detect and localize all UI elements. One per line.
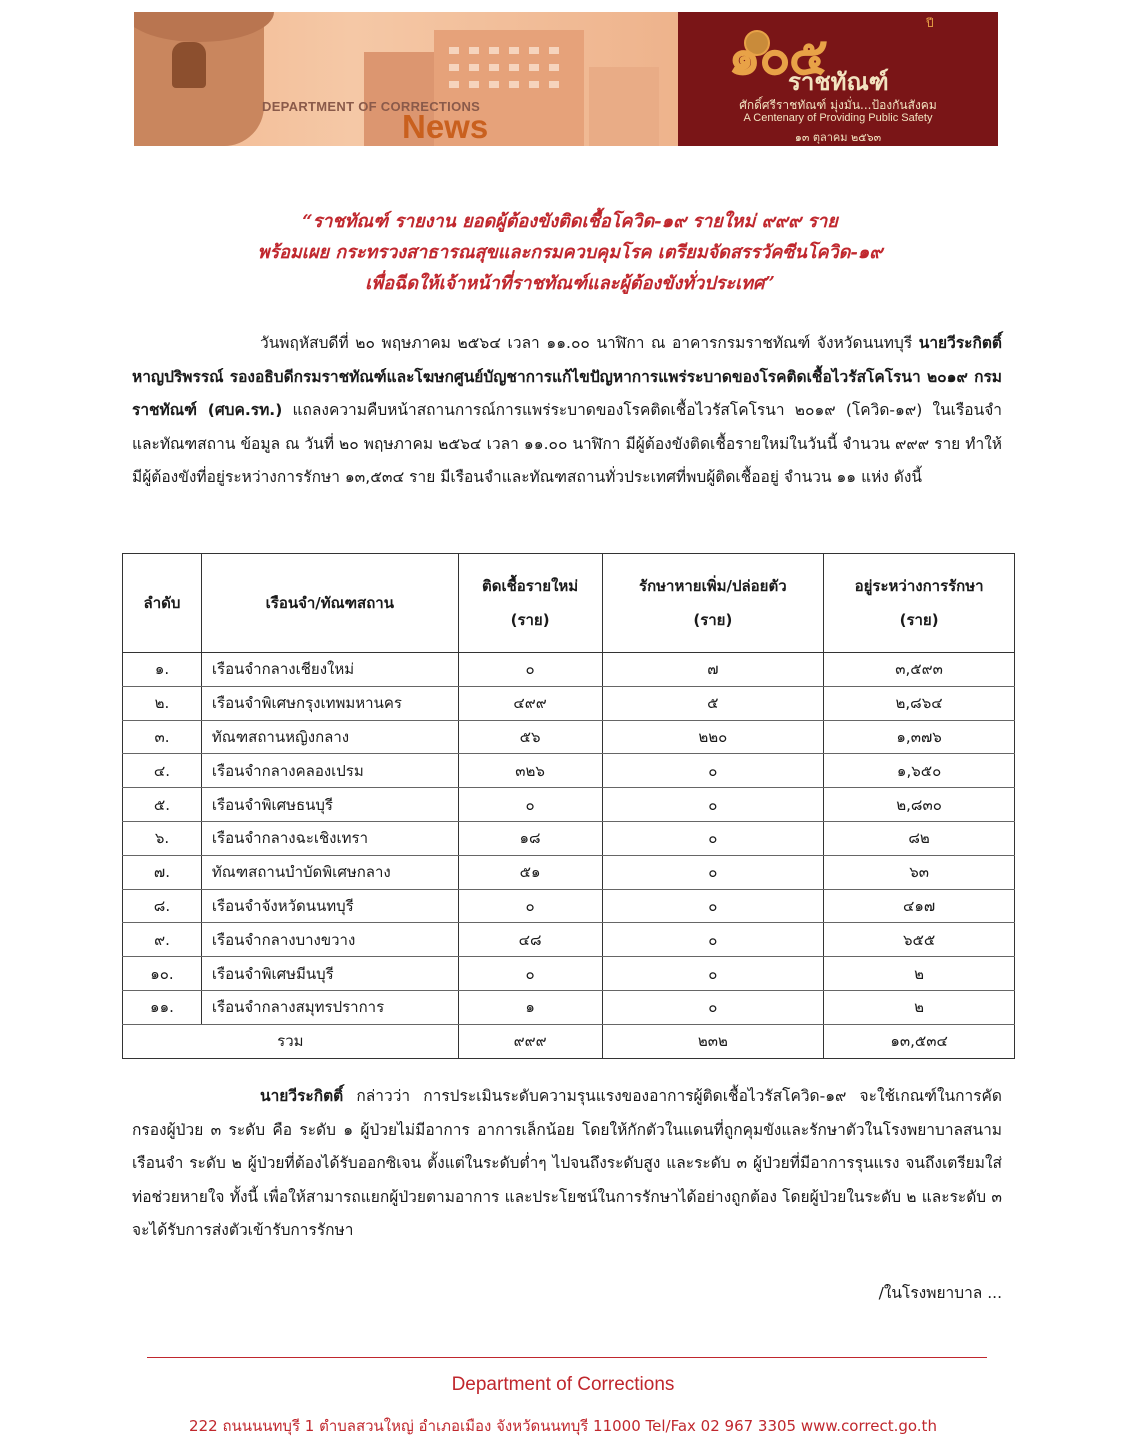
cell-recovered: ๐ — [602, 990, 824, 1024]
cell-recovered: ๐ — [602, 957, 824, 991]
table-row — [123, 720, 1015, 754]
cell-order: ๒. — [123, 686, 202, 720]
spokesperson-name: นายวีระกิตติ์ — [260, 1087, 344, 1105]
cell-treating: ๘๒ — [824, 821, 1015, 855]
cell-recovered: ๐ — [602, 855, 824, 889]
cell-recovered: ๕ — [602, 686, 824, 720]
header-order: ลำดับ — [123, 554, 202, 653]
headline-line-2: พร้อมเผย กระทรวงสาธารณสุขและกรมควบคุมโรค เตรียมจัดสรรวัคซีนโควิด-๑๙ — [257, 242, 883, 263]
intro-paragraph — [132, 327, 1002, 495]
header-recovered — [602, 554, 824, 653]
table-row — [123, 990, 1015, 1024]
table-row — [123, 788, 1015, 822]
banner-date: ๑๓ ตุลาคม ๒๕๖๓ — [794, 131, 882, 144]
cell-order: ๓. — [123, 720, 202, 754]
anniversary-number: ๑๐๕ — [728, 26, 827, 87]
cell-treating: ๒,๘๓๐ — [824, 788, 1015, 822]
table-row — [123, 923, 1015, 957]
cell-order: ๗. — [123, 855, 202, 889]
cell-treating: ๒,๘๖๔ — [824, 686, 1015, 720]
header-facility: เรือนจำ/ทัณฑสถาน — [201, 554, 458, 653]
cell-order: ๑๑. — [123, 990, 202, 1024]
cell-treating: ๑,๓๗๖ — [824, 720, 1015, 754]
cell-new: ๓๒๖ — [458, 754, 602, 788]
header-recovered-line2: (ราย) — [693, 611, 733, 629]
headline — [120, 206, 1020, 299]
cell-facility: เรือนจำกลางฉะเชิงเทรา — [201, 821, 458, 855]
table-row — [123, 821, 1015, 855]
spokesperson-title: นายวีระกิตติ์ หาญปริพรรณ์ รองอธิบดีกรมราชทัณฑ์และโฆษกศูนย์บัญชาการแก้ไขปัญหาการแพร่ระบาดของโรคติดเชื้อไวรัสโคโรนา ๒๐๑๙ กรมราชทัณฑ์ (ศบค.รท.) — [132, 334, 1002, 419]
motto-en: A Centenary of Providing Public Safety — [743, 112, 933, 124]
table-row — [123, 889, 1015, 923]
cell-recovered: ๒๒๐ — [602, 720, 824, 754]
total-new: ๙๙๙ — [458, 1024, 602, 1058]
headline-line-1: “ราชทัณฑ์ รายงาน ยอดผู้ต้องขังติดเชื้อโควิด-๑๙ รายใหม่ ๙๙๙ ราย — [302, 211, 838, 232]
table-row — [123, 653, 1015, 687]
cell-recovered: ๗ — [602, 653, 824, 687]
cell-recovered: ๐ — [602, 923, 824, 957]
banner-dept-line: DEPARTMENT OF CORRECTIONS — [262, 99, 481, 114]
cell-recovered: ๐ — [602, 889, 824, 923]
cell-facility: เรือนจำพิเศษกรุงเทพมหานคร — [201, 686, 458, 720]
header-treating — [824, 554, 1015, 653]
continuation-note: /ในโรงพยาบาล ... — [878, 1284, 1002, 1302]
footer-divider — [147, 1357, 987, 1358]
footer-dept: Department of Corrections — [451, 1374, 675, 1395]
cell-order: ๔. — [123, 754, 202, 788]
cell-recovered: ๐ — [602, 788, 824, 822]
header-recovered-line1: รักษาหายเพิ่ม/ปล่อยตัว — [639, 577, 787, 595]
cell-facility: เรือนจำจังหวัดนนทบุรี — [201, 889, 458, 923]
cell-facility: ทัณฑสถานหญิงกลาง — [201, 720, 458, 754]
total-recovered: ๒๓๒ — [602, 1024, 824, 1058]
anniversary-logo — [678, 12, 998, 146]
banner-photo — [134, 12, 678, 146]
assessment-paragraph — [132, 1080, 1002, 1248]
total-label: รวม — [123, 1024, 459, 1058]
cell-new: ๐ — [458, 889, 602, 923]
total-treating: ๑๓,๕๓๔ — [824, 1024, 1015, 1058]
cell-facility: เรือนจำกลางบางขวาง — [201, 923, 458, 957]
table-row — [123, 957, 1015, 991]
table-total-row — [123, 1024, 1015, 1058]
cell-order: ๙. — [123, 923, 202, 957]
anniversary-unit: ปี — [926, 16, 934, 30]
cell-treating: ๖๓ — [824, 855, 1015, 889]
cell-treating: ๑,๖๕๐ — [824, 754, 1015, 788]
cell-new: ๕๖ — [458, 720, 602, 754]
cell-facility: เรือนจำกลางคลองเปรม — [201, 754, 458, 788]
cell-facility: ทัณฑสถานบำบัดพิเศษกลาง — [201, 855, 458, 889]
cell-order: ๕. — [123, 788, 202, 822]
header-new-cases-line2: (ราย) — [510, 611, 550, 629]
infection-table — [122, 553, 1015, 1059]
cell-recovered: ๐ — [602, 821, 824, 855]
cell-treating: ๓,๕๙๓ — [824, 653, 1015, 687]
assessment-text: กล่าวว่า การประเมินระดับความรุนแรงของอาการผู้ติดเชื้อไวรัสโควิด-๑๙ จะใช้เกณฑ์ในการคัดกรองผู้ป่วย ๓ ระดับ คือ ระดับ ๑ ผู้ป่วยไม่มีอาการ อาการเล็กน้อย โดยให้กักตัวในแดนที่ถูกคุมขังและรักษาตัวในโรงพยาบาลสนามเรือนจำ ระดับ ๒ ผู้ป่วยที่ต้องได้รับออกซิเจน ตั้งแต่ในระดับต่ำๆ ไปจนถึงระดับสูง และระดับ ๓ ผู้ป่วยที่มีอาการรุนแรง จนถึงเตรียมใส่ท่อช่วยหายใจ ทั้งนี้ เพื่อให้สามารถแยกผู้ป่วยตามอาการ และประโยชน์ในการรักษาได้อย่างถูกต้อง โดยผู้ป่วยในระดับ ๒ และระดับ ๓ จะได้รับการส่งตัวเข้ารับการรักษา — [132, 1087, 1002, 1239]
cell-treating: ๒ — [824, 957, 1015, 991]
news-banner — [134, 12, 998, 146]
motto-th: ศักดิ์ศรีราชทัณฑ์ มุ่งมั่น...ป้องกันสังคม — [739, 98, 937, 112]
cell-facility: เรือนจำพิเศษมีนบุรี — [201, 957, 458, 991]
header-new-cases-line1: ติดเชื้อรายใหม่ — [482, 577, 579, 595]
table-row — [123, 686, 1015, 720]
cell-treating: ๔๑๗ — [824, 889, 1015, 923]
cell-facility: เรือนจำพิเศษธนบุรี — [201, 788, 458, 822]
table-header-row — [123, 554, 1015, 653]
cell-new: ๑๘ — [458, 821, 602, 855]
cell-new: ๐ — [458, 653, 602, 687]
intro-text-1: วันพฤหัสบดีที่ ๒๐ พฤษภาคม ๒๕๖๔ เวลา ๑๑.๐๐ นาฬิกา ณ อาคารกรมราชทัณฑ์ จังหวัดนนทบุรี — [260, 334, 919, 352]
cell-new: ๐ — [458, 957, 602, 991]
cell-new: ๐ — [458, 788, 602, 822]
table-row — [123, 855, 1015, 889]
cell-facility: เรือนจำกลางเชียงใหม่ — [201, 653, 458, 687]
intro-text-2: แถลงความคืบหน้าสถานการณ์การแพร่ระบาดของโรคติดเชื้อไวรัสโคโรนา ๒๐๑๙ (โควิด-๑๙) ในเรือนจำและทัณฑสถาน ข้อมูล ณ วันที่ ๒๐ พฤษภาคม ๒๕๖๔ เวลา ๑๑.๐๐ นาฬิกา มีผู้ต้องขังติดเชื้อรายใหม่ในวันนี้ จำนวน ๙๙๙ ราย ทำให้มีผู้ต้องขังที่อยู่ระหว่างการรักษา ๑๓,๕๓๔ ราย มีเรือนจำและทัณฑสถานทั่วประเทศที่พบผู้ติดเชื้ออยู่ จำนวน ๑๑ แห่ง ดังนี้ — [132, 401, 1002, 486]
guard-figure — [172, 42, 206, 88]
cell-treating: ๖๕๕ — [824, 923, 1015, 957]
header-new-cases — [458, 554, 602, 653]
cell-recovered: ๐ — [602, 754, 824, 788]
cell-order: ๑๐. — [123, 957, 202, 991]
footer-address: 222 ถนนนนทบุรี 1 ตำบลสวนใหญ่ อำเภอเมือง จังหวัดนนทบุรี 11000 Tel/Fax 02 967 3305 www.correct.go.th — [189, 1417, 937, 1435]
headline-line-3: เพื่อฉีดให้เจ้าหน้าที่ราชทัณฑ์และผู้ต้องขังทั่วประเทศ” — [365, 273, 775, 294]
cell-order: ๖. — [123, 821, 202, 855]
cell-order: ๘. — [123, 889, 202, 923]
table-row — [123, 754, 1015, 788]
cell-new: ๔๙๙ — [458, 686, 602, 720]
header-treating-line1: อยู่ระหว่างการรักษา — [854, 577, 984, 595]
cell-order: ๑. — [123, 653, 202, 687]
org-name-th: ราชทัณฑ์ — [788, 67, 889, 96]
cell-new: ๔๘ — [458, 923, 602, 957]
cell-treating: ๒ — [824, 990, 1015, 1024]
banner-news-word: News — [402, 108, 489, 145]
cell-new: ๑ — [458, 990, 602, 1024]
cell-new: ๕๑ — [458, 855, 602, 889]
cell-facility: เรือนจำกลางสมุทรปราการ — [201, 990, 458, 1024]
header-treating-line2: (ราย) — [899, 611, 939, 629]
